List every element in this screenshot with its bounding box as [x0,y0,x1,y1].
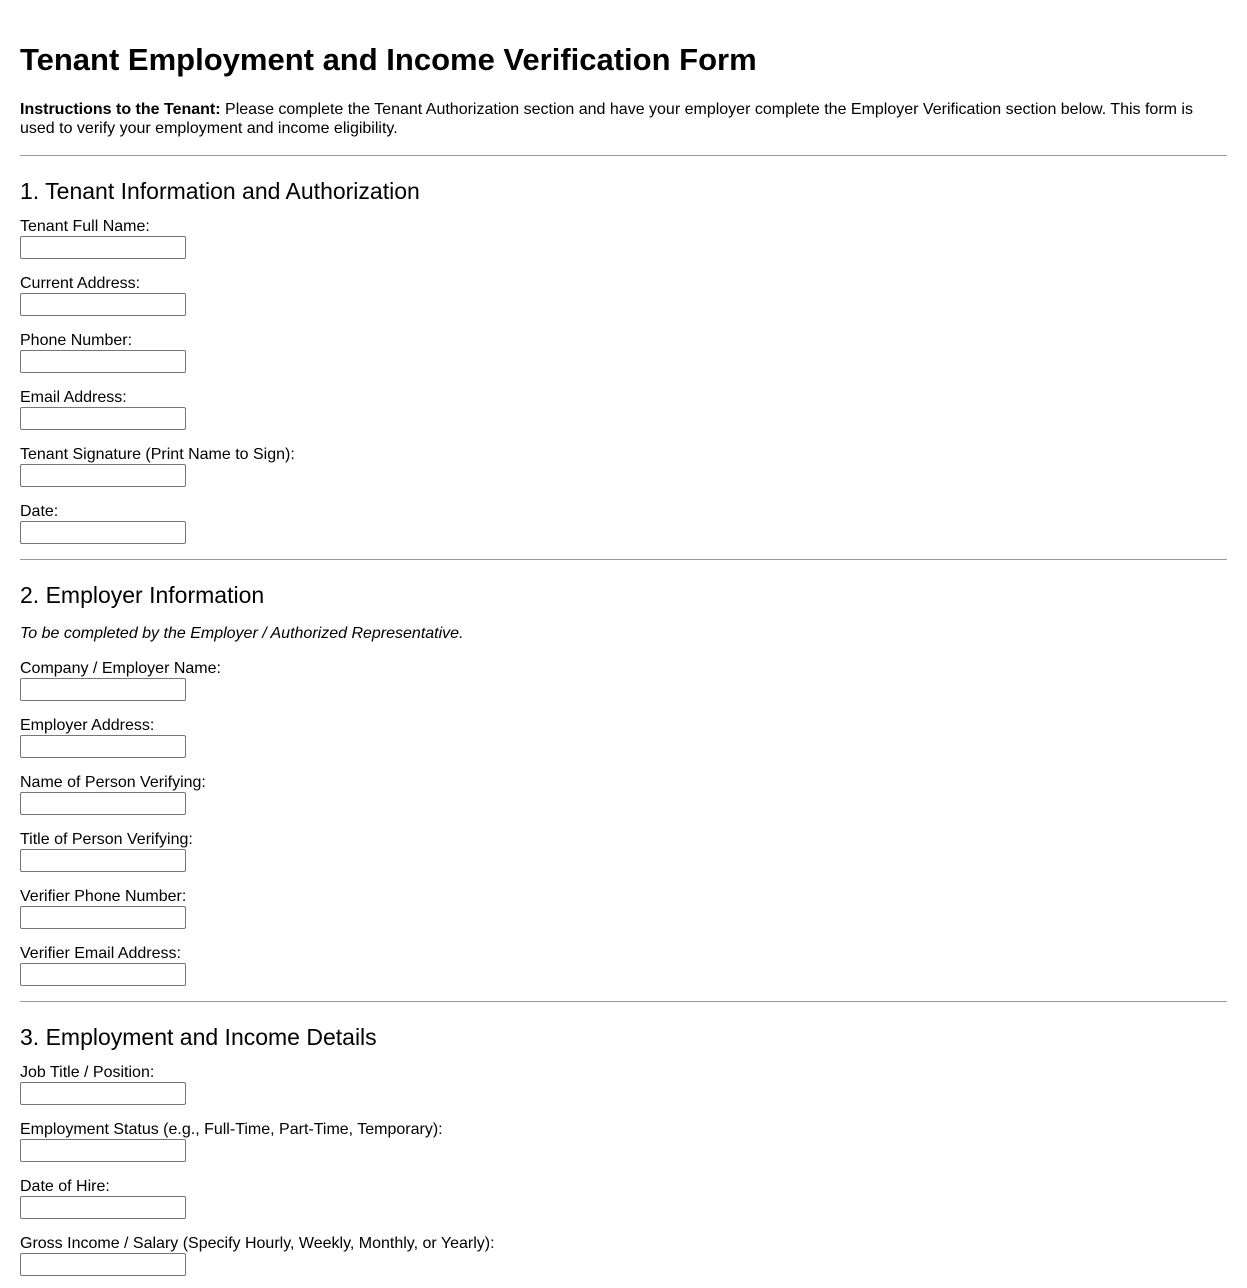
phone-number-input[interactable] [20,350,186,373]
field-label: Verifier Phone Number: [20,888,187,905]
field-gross-income [20,1234,1227,1276]
instructions-label: Instructions to the Tenant: [20,101,221,118]
field-label: Verifier Email Address: [20,945,181,962]
section-heading: 2. Employer Information [20,582,265,608]
field-group [20,643,1227,986]
field-label: Tenant Full Name: [20,218,150,235]
employment-status-input[interactable] [20,1139,186,1162]
field-verifier-name [20,773,1227,815]
field-job-title [20,1063,1227,1105]
field-email-address [20,388,1227,430]
field-group [20,205,1227,544]
field-tenant-signature [20,445,1227,487]
instructions-text: Please complete the Tenant Authorization section and have your employer complete the Employer Verification section below. This form is used to verify your employment and income eligibility. [20,101,1193,137]
verifier-phone-input[interactable] [20,906,186,929]
field-label: Phone Number: [20,332,133,349]
field-current-address [20,274,1227,316]
instructions [20,100,1227,138]
section-employer-information [20,560,1227,986]
tenant-signature-input[interactable] [20,464,186,487]
employer-name-input[interactable] [20,678,186,701]
field-label: Employment Status (e.g., Full-Time, Part-Time, Temporary): [20,1121,443,1138]
field-label: Company / Employer Name: [20,660,221,677]
date-of-hire-input[interactable] [20,1196,186,1219]
verifier-title-input[interactable] [20,849,186,872]
field-label: Name of Person Verifying: [20,774,206,791]
section-heading: 1. Tenant Information and Authorization [20,178,420,204]
field-employment-status [20,1120,1227,1162]
field-label: Date of Hire: [20,1178,110,1195]
tenant-full-name-input[interactable] [20,236,186,259]
field-label: Email Address: [20,389,127,406]
field-verifier-title [20,830,1227,872]
gross-income-input[interactable] [20,1253,186,1276]
field-label: Title of Person Verifying: [20,831,193,848]
field-label: Employer Address: [20,717,155,734]
verifier-name-input[interactable] [20,792,186,815]
field-employer-name [20,659,1227,701]
field-label: Job Title / Position: [20,1064,155,1081]
date-input[interactable] [20,521,186,544]
section-note: To be completed by the Employer / Authorized Representative. [20,625,464,642]
section-heading: 3. Employment and Income Details [20,1024,377,1050]
form-page [20,0,1227,1276]
employer-address-input[interactable] [20,735,186,758]
current-address-input[interactable] [20,293,186,316]
email-address-input[interactable] [20,407,186,430]
field-verifier-email [20,944,1227,986]
page-title: Tenant Employment and Income Verification Form [20,42,757,77]
field-label: Date: [20,503,59,520]
section-tenant-information [20,156,1227,544]
field-date-of-hire [20,1177,1227,1219]
job-title-input[interactable] [20,1082,186,1105]
section-employment-income [20,1002,1227,1276]
field-label: Gross Income / Salary (Specify Hourly, Weekly, Monthly, or Yearly): [20,1235,495,1252]
field-label: Current Address: [20,275,141,292]
field-verifier-phone [20,887,1227,929]
field-employer-address [20,716,1227,758]
field-date [20,502,1227,544]
field-phone-number [20,331,1227,373]
field-tenant-full-name [20,217,1227,259]
field-group [20,1051,1227,1276]
verifier-email-input[interactable] [20,963,186,986]
field-label: Tenant Signature (Print Name to Sign): [20,446,295,463]
